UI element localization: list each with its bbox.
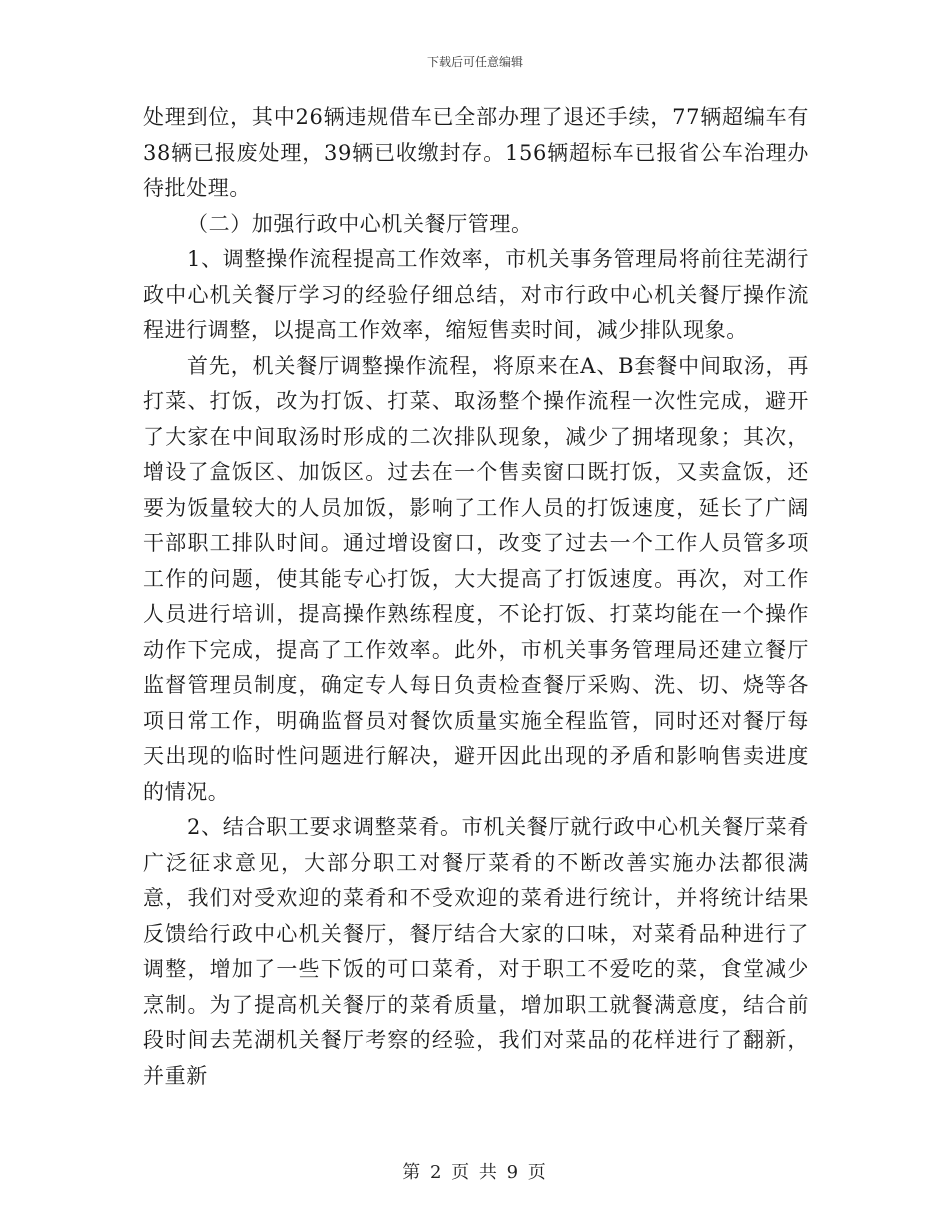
paragraph-menu-adjustment: 2、结合职工要求调整菜肴。市机关餐厅就行政中心机关餐厅菜肴广泛征求意见，大部分职工对餐厅菜肴的不断改善实施办法都很满意，我们对受欢迎的菜肴和不受欢迎的菜肴进行统计，并将统计结果反馈给行政中心机关餐厅，餐厅结合大家的口味，对菜肴品种进行了调整，增加了一些下饭的可口菜肴，对于职工不爱吃的菜，食堂减少烹制。为了提高机关餐厅的菜肴质量，增加职工就餐满意度，结合前段时间去芜湖机关餐厅考察的经验，我们对菜品的花样进行了翻新，并重新 (143, 815, 809, 1088)
paragraph-process-adjustment: 1、调整操作流程提高工作效率，市机关事务管理局将前往芜湖行政中心机关餐厅学习的经验仔细总结，对市行政中心机关餐厅操作流程进行调整，以提高工作效率，缩短售卖时间，减少排队现象。 (143, 247, 809, 342)
page-number: 第 2 页 共 9 页 (402, 1162, 548, 1183)
paragraph-process-details: 首先，机关餐厅调整操作流程，将原来在A、B套餐中间取汤，再打菜、打饭，改为打饭、打菜、取汤整个操作流程一次性完成，避开了大家在中间取汤时形成的二次排队现象，减少了拥堵现象；其次，增设了盒饭区、加饭区。过去在一个售卖窗口既打饭，又卖盒饭，还要为饭量较大的人员加饭，影响了工作人员的打饭速度，延长了广阔干部职工排队时间。通过增设窗口，改变了过去一个工作人员管多项工作的问题，使其能专心打饭，大大提高了打饭速度。再次，对工作人员进行培训，提高操作熟练程度，不论打饭、打菜均能在一个操作动作下完成，提高了工作效率。此外，市机关事务管理局还建立餐厅监督管理员制度，确定专人每日负责检查餐厅采购、洗、切、烧等各项日常工作，明确监督员对餐饮质量实施全程监管，同时还对餐厅每天出现的临时性问题进行解决，避开因此出现的矛盾和影响售卖进度的情况。 (143, 353, 809, 804)
page-header-note: 下载后可任意编辑 (426, 55, 523, 69)
section-heading-canteen: （二）加强行政中心机关餐厅管理。 (187, 211, 533, 236)
document-body (143, 100, 809, 1094)
paragraph-vehicle-disposal: 处理到位，其中26辆违规借车已全部办理了退还手续，77辆超编车有38辆已报废处理，39辆已收缴封存。156辆超标车已报省公车治理办待批处理。 (143, 105, 809, 200)
